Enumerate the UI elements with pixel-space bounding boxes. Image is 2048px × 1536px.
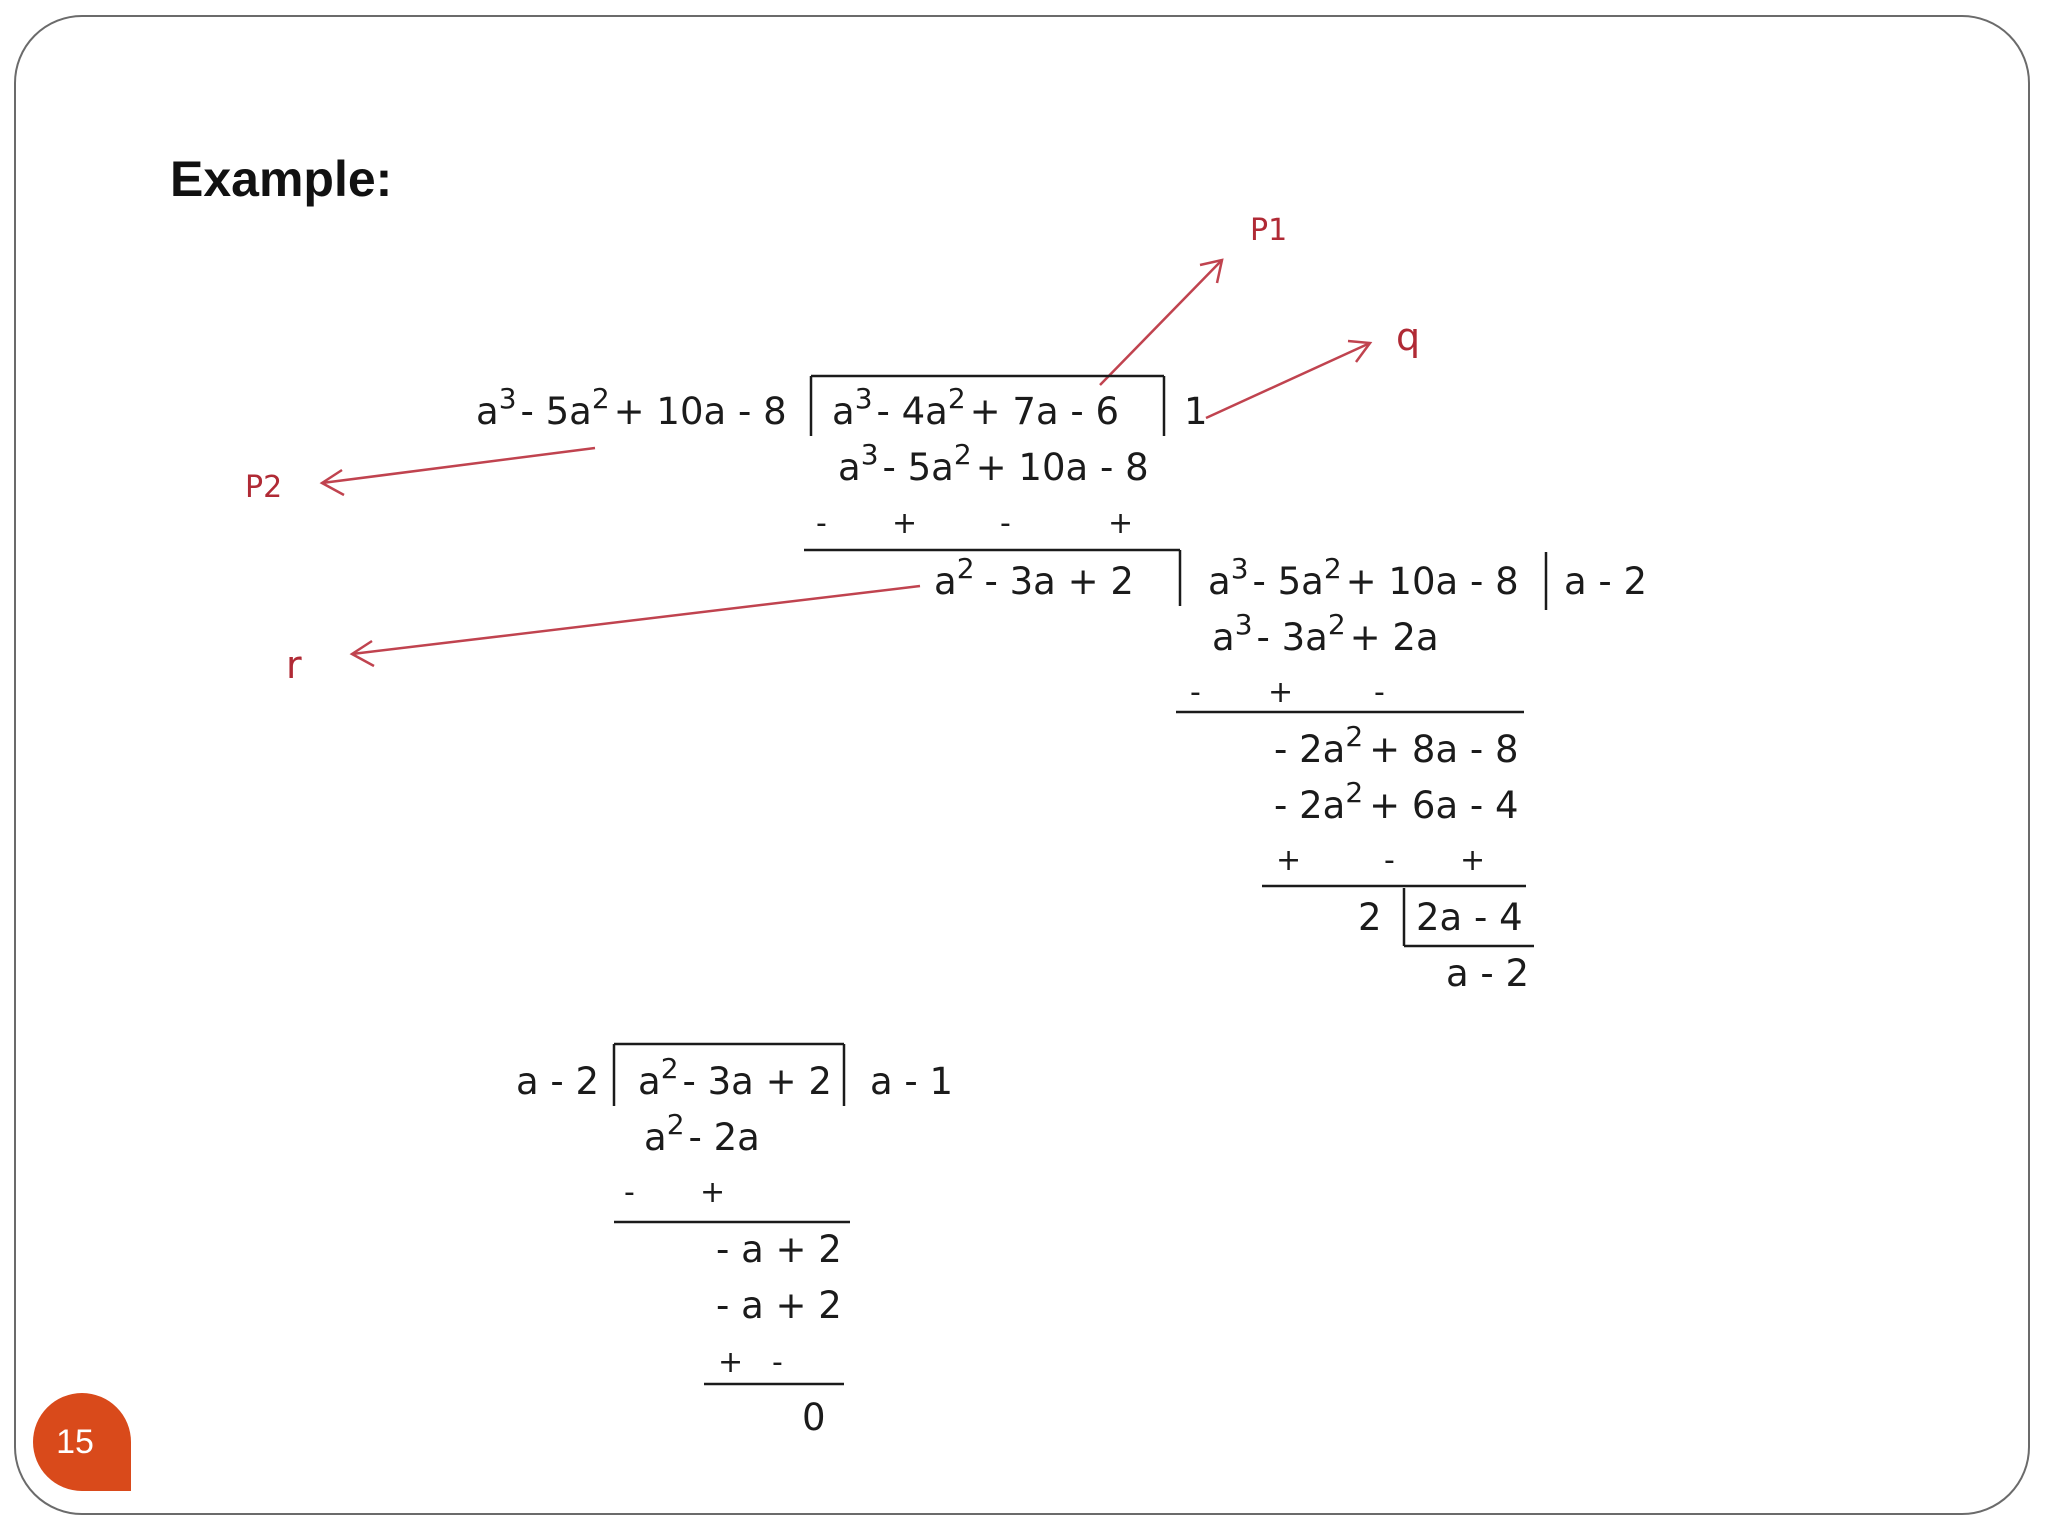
- division3-diff: - a + 2: [716, 1228, 842, 1271]
- division1-dividend: $a^3 - 4a^2 + 7a - 6$: [832, 382, 1120, 433]
- arrow-p1: [1100, 260, 1222, 385]
- division1-sign-2: +: [892, 506, 918, 541]
- division2-remainder-quot: a - 2: [1446, 952, 1530, 995]
- division-1: [476, 376, 1208, 606]
- division2-sign-3: -: [1374, 675, 1385, 710]
- page-number-badge: [33, 1393, 131, 1491]
- division3-sign-1: -: [624, 1175, 635, 1210]
- division2-diff: - $2a^2 + 8a - 8$: [1274, 720, 1519, 771]
- division2-dividend: $a^3 - 5a^2 + 10a - 8$: [1208, 552, 1519, 603]
- division2-remainder-div: 2a - 4: [1416, 896, 1523, 939]
- division3-sign2-1: +: [718, 1345, 744, 1380]
- division2-sign2-1: +: [1276, 843, 1302, 878]
- arrow-r: [352, 586, 920, 654]
- slide-title: Example:: [170, 151, 393, 207]
- page-number: 15: [56, 1422, 94, 1461]
- division3-divisor: a - 2: [516, 1060, 600, 1103]
- division1-divisor: $a^3 - 5a^2 + 10a - 8$: [476, 382, 787, 433]
- division-2: [1176, 552, 1647, 995]
- division3-dividend: $a^2 - 3a + 2$: [638, 1052, 832, 1103]
- division3-product2: - a + 2: [716, 1284, 842, 1327]
- label-p2: P2: [245, 470, 283, 505]
- division3-sign2-2: -: [772, 1345, 783, 1380]
- division1-product: $a^3 - 5a^2 + 10a - 8$: [838, 438, 1149, 489]
- division2-sign-2: +: [1268, 675, 1294, 710]
- division1-remainder: $a^2 - 3a + 2$: [934, 552, 1134, 603]
- division2-sign2-3: +: [1460, 843, 1486, 878]
- division1-sign-1: -: [816, 506, 827, 541]
- division3-remainder: 0: [802, 1396, 826, 1439]
- division2-sign2-2: -: [1384, 843, 1395, 878]
- division2-product: $a^3 - 3a^2 + 2a$: [1212, 608, 1439, 659]
- division1-sign-3: -: [1000, 506, 1011, 541]
- label-p1: P1: [1250, 213, 1288, 248]
- label-q: q: [1396, 315, 1421, 359]
- label-r: r: [286, 643, 302, 687]
- division3-sign-2: +: [700, 1175, 726, 1210]
- arrow-p2: [322, 448, 595, 483]
- division3-quotient: a - 1: [870, 1060, 954, 1103]
- division2-product2: - $2a^2 + 6a - 4$: [1274, 776, 1519, 827]
- division2-divisor: a - 2: [1564, 560, 1648, 603]
- arrow-q: [1206, 343, 1370, 418]
- division1-sign-4: +: [1108, 506, 1134, 541]
- division3-product: $a^2 - 2a$: [644, 1108, 760, 1159]
- division2-sign-1: -: [1190, 675, 1201, 710]
- division-3: [516, 1044, 953, 1439]
- division2-remainder: 2: [1358, 896, 1382, 939]
- division1-quotient: 1: [1184, 390, 1208, 433]
